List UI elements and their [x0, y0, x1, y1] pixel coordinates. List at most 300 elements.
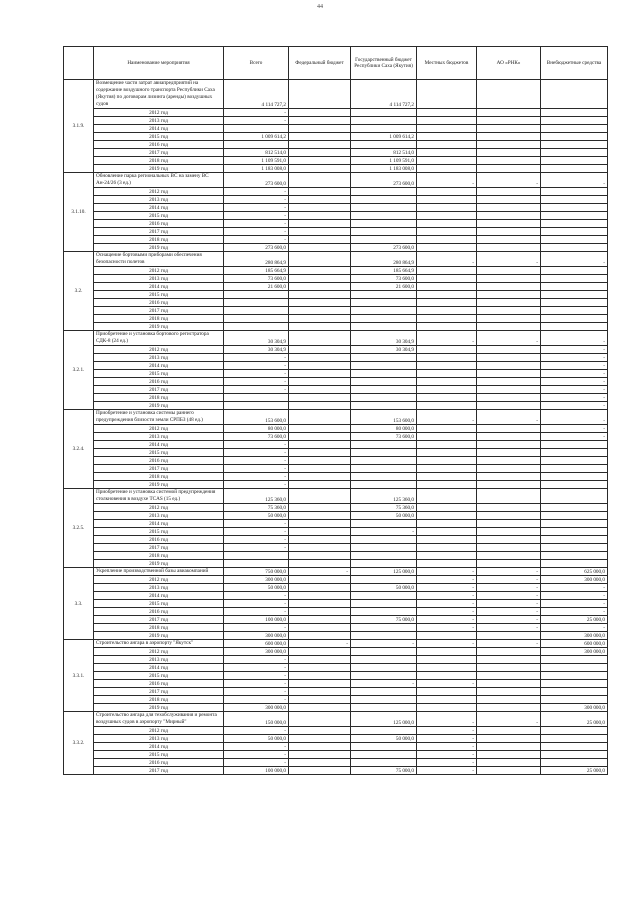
year-value-cell: [417, 378, 477, 386]
year-value-cell: -: [351, 528, 417, 536]
year-value-cell: 300 000,0: [541, 576, 608, 584]
year-row: [64, 592, 608, 600]
year-value-cell: [351, 457, 417, 465]
year-label: 2013 год: [94, 735, 224, 743]
year-value-cell: [477, 283, 541, 291]
year-value-cell: [477, 299, 541, 307]
year-value-cell: [541, 751, 608, 759]
section-total-cell: [289, 712, 351, 727]
year-value-cell: [289, 157, 351, 165]
year-value-cell: [477, 244, 541, 252]
year-label: 2012 год: [94, 576, 224, 584]
year-value-cell: -: [541, 386, 608, 394]
header-num-cell: [64, 47, 94, 80]
year-label: 2016 год: [94, 220, 224, 228]
page-number: 44: [317, 4, 323, 10]
section-total-cell: 30 304,9: [351, 331, 417, 346]
year-value-cell: [541, 109, 608, 117]
year-value-cell: [417, 109, 477, 117]
year-row: [64, 680, 608, 688]
section-total-cell: 125 360,0: [224, 489, 289, 504]
section-total-cell: [417, 489, 477, 504]
year-row: [64, 394, 608, 402]
year-value-cell: [351, 672, 417, 680]
year-value-cell: 75 360,0: [224, 504, 289, 512]
year-value-cell: [417, 512, 477, 520]
year-row: [64, 536, 608, 544]
year-value-cell: [417, 212, 477, 220]
year-value-cell: -: [541, 600, 608, 608]
year-value-cell: [417, 544, 477, 552]
year-value-cell: -: [417, 584, 477, 592]
year-value-cell: [289, 228, 351, 236]
year-value-cell: [417, 481, 477, 489]
year-label: 2014 год: [94, 520, 224, 528]
year-value-cell: [417, 696, 477, 704]
year-value-cell: [477, 552, 541, 560]
year-value-cell: [417, 236, 477, 244]
year-value-cell: [289, 267, 351, 275]
header-republic: Государственный бюджет Республики Саха (Якутия): [351, 47, 417, 80]
section-total-cell: [289, 80, 351, 109]
year-value-cell: [417, 283, 477, 291]
year-row: [64, 291, 608, 299]
year-value-cell: [477, 323, 541, 331]
year-row: [64, 735, 608, 743]
year-row: [64, 743, 608, 751]
section-total-cell: -: [417, 173, 477, 188]
year-value-cell: -: [224, 656, 289, 664]
year-value-cell: [351, 576, 417, 584]
year-value-cell: [417, 536, 477, 544]
year-value-cell: [224, 125, 289, 133]
year-row: [64, 624, 608, 632]
year-value-cell: 75 000,0: [351, 616, 417, 624]
year-value-cell: [417, 354, 477, 362]
year-value-cell: [289, 759, 351, 767]
year-value-cell: [477, 465, 541, 473]
year-label: 2018 год: [94, 473, 224, 481]
year-row: [64, 117, 608, 125]
year-label: 2015 год: [94, 370, 224, 378]
year-value-cell: [351, 394, 417, 402]
year-value-cell: -: [541, 402, 608, 410]
year-row: [64, 165, 608, 173]
year-value-cell: [289, 362, 351, 370]
year-value-cell: [541, 149, 608, 157]
section-total-cell: 30 304,9: [224, 331, 289, 346]
year-value-cell: [289, 672, 351, 680]
year-value-cell: 21 600,0: [224, 283, 289, 291]
year-value-cell: [477, 402, 541, 410]
section-total-cell: -: [477, 252, 541, 267]
year-label: 2013 год: [94, 354, 224, 362]
year-label: 2012 год: [94, 109, 224, 117]
year-row: [64, 457, 608, 465]
year-value-cell: -: [417, 759, 477, 767]
year-value-cell: 185 664,9: [224, 267, 289, 275]
year-value-cell: 300 000,0: [224, 704, 289, 712]
header-federal: Федеральный бюджет: [289, 47, 351, 80]
year-value-cell: [417, 157, 477, 165]
year-value-cell: [417, 528, 477, 536]
year-row: [64, 576, 608, 584]
year-value-cell: -: [541, 354, 608, 362]
year-row: [64, 528, 608, 536]
year-value-cell: [289, 767, 351, 775]
year-value-cell: [477, 212, 541, 220]
section-total-cell: -: [289, 640, 351, 648]
year-value-cell: [351, 751, 417, 759]
year-value-cell: 21 600,0: [351, 283, 417, 291]
year-value-cell: -: [224, 212, 289, 220]
year-row: [64, 648, 608, 656]
year-value-cell: -: [351, 680, 417, 688]
year-label: 2014 год: [94, 592, 224, 600]
year-label: 2017 год: [94, 307, 224, 315]
year-value-cell: 1 183 008,0: [351, 165, 417, 173]
year-value-cell: [417, 133, 477, 141]
section-total-cell: 150 000,0: [224, 712, 289, 727]
section-total-cell: 4 114 727,2: [351, 80, 417, 109]
year-value-cell: -: [477, 624, 541, 632]
year-value-cell: [289, 307, 351, 315]
year-value-cell: [351, 536, 417, 544]
year-value-cell: [477, 188, 541, 196]
year-value-cell: [351, 299, 417, 307]
section-total-cell: [541, 489, 608, 504]
header-rnk: АО «РНК»: [477, 47, 541, 80]
year-value-cell: [289, 608, 351, 616]
year-value-cell: [477, 656, 541, 664]
year-value-cell: [417, 267, 477, 275]
year-label: 2014 год: [94, 362, 224, 370]
year-value-cell: -: [477, 616, 541, 624]
year-value-cell: [417, 704, 477, 712]
year-value-cell: [289, 696, 351, 704]
year-value-cell: [477, 378, 541, 386]
year-value-cell: [289, 648, 351, 656]
year-value-cell: [351, 354, 417, 362]
year-value-cell: 80 000,0: [224, 425, 289, 433]
year-label: 2019 год: [94, 704, 224, 712]
year-value-cell: [477, 425, 541, 433]
section-number: 3.1.9.: [64, 80, 94, 173]
year-value-cell: [289, 520, 351, 528]
header-extrabudget: Внебюджетные средства: [541, 47, 608, 80]
year-row: [64, 275, 608, 283]
year-value-cell: [289, 188, 351, 196]
year-value-cell: [289, 457, 351, 465]
section-total-cell: 600 000,0: [224, 640, 289, 648]
year-label: 2012 год: [94, 267, 224, 275]
year-value-cell: [541, 299, 608, 307]
section-name: Приобретение и установка системой предупреждения столкновения в воздухе TCAS (15 ед.): [94, 489, 224, 504]
year-value-cell: -: [224, 370, 289, 378]
year-row: [64, 425, 608, 433]
year-value-cell: 75 360,0: [351, 504, 417, 512]
section-total-cell: [289, 410, 351, 425]
year-value-cell: [477, 117, 541, 125]
year-value-cell: [477, 141, 541, 149]
year-value-cell: -: [417, 624, 477, 632]
year-label: 2016 год: [94, 759, 224, 767]
year-row: [64, 473, 608, 481]
year-value-cell: -: [541, 378, 608, 386]
year-value-cell: -: [417, 600, 477, 608]
year-value-cell: [477, 688, 541, 696]
year-row: [64, 465, 608, 473]
year-value-cell: -: [224, 696, 289, 704]
year-value-cell: [541, 465, 608, 473]
year-value-cell: [289, 117, 351, 125]
year-value-cell: [417, 386, 477, 394]
year-value-cell: [351, 624, 417, 632]
year-value-cell: [289, 299, 351, 307]
year-value-cell: [351, 688, 417, 696]
year-value-cell: [477, 228, 541, 236]
year-value-cell: [289, 141, 351, 149]
year-value-cell: [351, 109, 417, 117]
year-value-cell: [224, 560, 289, 568]
year-value-cell: -: [224, 688, 289, 696]
year-value-cell: [541, 236, 608, 244]
year-value-cell: -: [224, 481, 289, 489]
year-value-cell: [351, 608, 417, 616]
year-value-cell: [289, 315, 351, 323]
year-label: 2018 год: [94, 696, 224, 704]
year-value-cell: -: [224, 188, 289, 196]
section-total-cell: 625 000,0: [541, 568, 608, 576]
section-row: [64, 640, 608, 648]
year-label: 2019 год: [94, 560, 224, 568]
year-label: 2019 год: [94, 481, 224, 489]
year-value-cell: [289, 275, 351, 283]
year-value-cell: 1 109 591,0: [351, 157, 417, 165]
year-value-cell: [541, 680, 608, 688]
section-number: 3.3.2.: [64, 712, 94, 775]
year-value-cell: -: [224, 465, 289, 473]
year-value-cell: [351, 117, 417, 125]
year-value-cell: [224, 552, 289, 560]
year-value-cell: -: [224, 680, 289, 688]
year-value-cell: [477, 291, 541, 299]
year-value-cell: -: [224, 354, 289, 362]
year-value-cell: [541, 656, 608, 664]
year-value-cell: [541, 727, 608, 735]
year-value-cell: [477, 759, 541, 767]
year-row: [64, 109, 608, 117]
year-value-cell: [541, 307, 608, 315]
section-total-cell: 280 864,9: [224, 252, 289, 267]
year-label: 2013 год: [94, 117, 224, 125]
section-row: [64, 252, 608, 267]
year-value-cell: 73 600,0: [224, 433, 289, 441]
year-value-cell: 273 600,0: [351, 244, 417, 252]
section-total-cell: -: [477, 712, 541, 727]
year-value-cell: [351, 704, 417, 712]
year-value-cell: -: [224, 592, 289, 600]
year-row: [64, 751, 608, 759]
year-value-cell: [224, 323, 289, 331]
year-value-cell: [351, 600, 417, 608]
year-value-cell: [289, 236, 351, 244]
year-row: [64, 212, 608, 220]
section-total-cell: 125 360,0: [351, 489, 417, 504]
section-total-cell: [541, 80, 608, 109]
year-value-cell: 300 000,0: [541, 632, 608, 640]
year-value-cell: [477, 433, 541, 441]
year-value-cell: [541, 196, 608, 204]
year-row: [64, 767, 608, 775]
year-value-cell: [351, 236, 417, 244]
year-value-cell: 1 009 614,2: [224, 133, 289, 141]
section-row: [64, 80, 608, 109]
year-value-cell: -: [541, 346, 608, 354]
year-value-cell: [417, 149, 477, 157]
year-value-cell: [477, 648, 541, 656]
year-value-cell: [541, 141, 608, 149]
year-value-cell: [541, 275, 608, 283]
year-label: 2016 год: [94, 608, 224, 616]
year-row: [64, 481, 608, 489]
year-value-cell: [477, 751, 541, 759]
year-value-cell: 73 600,0: [224, 275, 289, 283]
year-value-cell: [417, 632, 477, 640]
section-total-cell: -: [417, 640, 477, 648]
year-value-cell: -: [224, 457, 289, 465]
year-label: 2015 год: [94, 600, 224, 608]
section-total-cell: [289, 252, 351, 267]
year-value-cell: [351, 204, 417, 212]
year-value-cell: [477, 346, 541, 354]
year-value-cell: [289, 600, 351, 608]
year-label: 2018 год: [94, 157, 224, 165]
year-value-cell: 812 514,0: [351, 149, 417, 157]
year-row: [64, 664, 608, 672]
year-value-cell: [289, 425, 351, 433]
year-value-cell: [477, 196, 541, 204]
year-value-cell: [541, 441, 608, 449]
year-value-cell: [417, 473, 477, 481]
year-label: 2015 год: [94, 672, 224, 680]
year-value-cell: [351, 449, 417, 457]
section-number: 3.2.4.: [64, 410, 94, 489]
year-value-cell: [224, 307, 289, 315]
year-value-cell: [417, 648, 477, 656]
year-value-cell: [224, 394, 289, 402]
year-value-cell: -: [224, 751, 289, 759]
year-value-cell: -: [417, 767, 477, 775]
year-value-cell: [351, 441, 417, 449]
year-value-cell: [477, 354, 541, 362]
year-value-cell: [477, 632, 541, 640]
year-value-cell: [477, 370, 541, 378]
section-name: Приобретение и установка системы раннего предупреждения близости земли СРПБЗ (48 ед.): [94, 410, 224, 425]
year-value-cell: 30 304,9: [224, 346, 289, 354]
section-total-cell: -: [477, 640, 541, 648]
year-value-cell: [289, 735, 351, 743]
year-label: 2017 год: [94, 386, 224, 394]
year-row: [64, 157, 608, 165]
year-label: 2019 год: [94, 632, 224, 640]
year-row: [64, 354, 608, 362]
year-value-cell: [289, 433, 351, 441]
year-value-cell: [417, 672, 477, 680]
year-row: [64, 228, 608, 236]
year-value-cell: -: [224, 528, 289, 536]
year-value-cell: 73 600,0: [351, 433, 417, 441]
year-value-cell: [417, 402, 477, 410]
year-value-cell: [351, 362, 417, 370]
year-value-cell: [417, 291, 477, 299]
year-value-cell: [417, 552, 477, 560]
year-value-cell: [477, 481, 541, 489]
section-total-cell: [289, 331, 351, 346]
section-total-cell: 25 000,0: [541, 712, 608, 727]
year-value-cell: [351, 323, 417, 331]
year-value-cell: [351, 212, 417, 220]
year-value-cell: [351, 220, 417, 228]
year-value-cell: [417, 220, 477, 228]
year-value-cell: -: [224, 117, 289, 125]
year-value-cell: -: [224, 228, 289, 236]
year-value-cell: [351, 560, 417, 568]
year-row: [64, 362, 608, 370]
year-label: 2012 год: [94, 504, 224, 512]
year-label: 2018 год: [94, 552, 224, 560]
year-value-cell: -: [477, 600, 541, 608]
year-value-cell: -: [224, 362, 289, 370]
section-name: Строительство ангара для техобслуживания и ремонта воздушных судов в аэропорту "Мирный": [94, 712, 224, 727]
year-value-cell: 100 000,0: [224, 767, 289, 775]
year-value-cell: [351, 402, 417, 410]
year-label: 2015 год: [94, 291, 224, 299]
year-value-cell: -: [477, 584, 541, 592]
year-value-cell: -: [224, 672, 289, 680]
year-value-cell: [417, 346, 477, 354]
year-value-cell: [541, 267, 608, 275]
budget-table-container: [63, 46, 607, 831]
year-value-cell: -: [541, 433, 608, 441]
section-name: Возмещение части затрат авиапредприятий на содержание воздушного транспорта Республики Саха (Якутия) по договорам лизинга (аренды) воздушных судов: [94, 80, 224, 109]
year-value-cell: [417, 244, 477, 252]
section-name: Обновление парка региональных ВС на замену ВС Ан-24/26 (3 ед.): [94, 173, 224, 188]
year-value-cell: [417, 425, 477, 433]
section-total-cell: -: [417, 712, 477, 727]
year-label: 2016 год: [94, 536, 224, 544]
year-value-cell: [541, 520, 608, 528]
year-value-cell: [289, 512, 351, 520]
year-row: [64, 283, 608, 291]
year-value-cell: 100 000,0: [224, 616, 289, 624]
year-value-cell: [477, 520, 541, 528]
year-label: 2017 год: [94, 149, 224, 157]
year-value-cell: 812 514,0: [224, 149, 289, 157]
year-value-cell: [351, 552, 417, 560]
year-value-cell: [289, 441, 351, 449]
year-label: 2014 год: [94, 125, 224, 133]
year-value-cell: [289, 283, 351, 291]
year-value-cell: 273 600,0: [224, 244, 289, 252]
year-row: [64, 244, 608, 252]
year-row: [64, 386, 608, 394]
year-value-cell: -: [417, 743, 477, 751]
year-value-cell: [289, 149, 351, 157]
year-value-cell: [417, 228, 477, 236]
year-value-cell: 1 109 591,0: [224, 157, 289, 165]
year-value-cell: [541, 315, 608, 323]
